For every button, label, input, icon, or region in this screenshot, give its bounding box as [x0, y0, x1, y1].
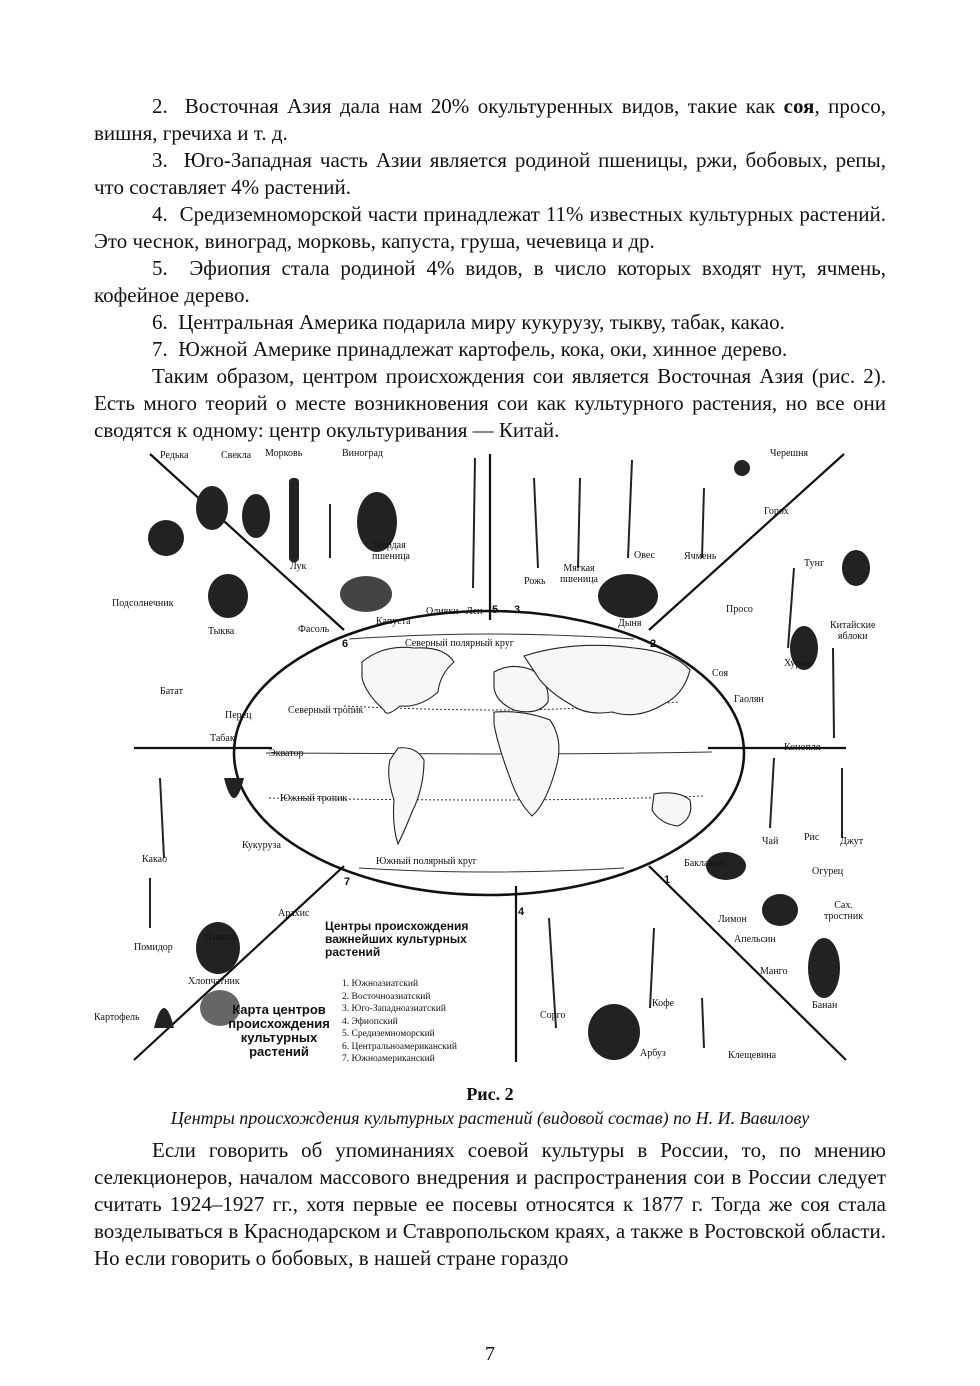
item-number: 6. — [152, 310, 168, 334]
continents — [362, 645, 691, 844]
sector-number: 7 — [344, 876, 351, 888]
corn-shape — [224, 778, 244, 798]
label-tverdaya-pshenitsa: Твердая пшеница — [372, 540, 410, 562]
paragraph-text: Восточная Азия дала нам 20% окультуренных видов, такие как — [184, 94, 784, 118]
item-number: 7. — [152, 337, 168, 361]
label-fasol: Фасоль — [298, 624, 330, 635]
label-kleshchevina: Клещевина — [728, 1050, 777, 1061]
label-podsolnechnik: Подсолнечник — [112, 598, 174, 609]
sector-number: 1 — [664, 874, 671, 886]
carrot-shape — [289, 478, 299, 562]
sector-number: 3 — [514, 604, 521, 616]
label-oves: Овес — [634, 550, 656, 561]
label-perets: Перец — [225, 710, 252, 721]
top-text — [94, 93, 886, 444]
label-kukuruza: Кукуруза — [242, 840, 281, 851]
label-rozh: Рожь — [524, 576, 546, 587]
label-golyan: Гаолян — [734, 694, 764, 705]
label-south-polar: Южный полярный круг — [376, 856, 477, 867]
label-north-tropic: Северный тропик — [288, 705, 364, 716]
label-yachmen: Ячмень — [684, 551, 717, 562]
figure-description: Центры происхождения культурных растений (видовой состав) по Н. И. Вавилову — [170, 1108, 810, 1128]
legend-title: Центры происхождения важнейших культурных растений — [325, 919, 469, 959]
map-title: Карта центров происхождения культурных растений — [228, 1002, 330, 1059]
orange-shape — [762, 894, 798, 926]
equator-line — [266, 752, 712, 754]
bottom-text — [94, 1137, 886, 1272]
label-kofe: Кофе — [652, 998, 675, 1009]
label-sorgo: Сорго — [540, 1010, 566, 1021]
paragraph-conclusion — [94, 363, 886, 444]
paragraph-russia-soy: Если говорить об упоминаниях соевой культуры в России, то, по мнению селекционеров, началом массового внедрения и распространения сои в России следует считать 1924–1927 гг., хотя первые ее посевы относятся к 1877 г. Тогда же соя стала возделываться в Краснодарском и Ставропольском краях, а также в Ростовской области. Но если говорить о бобовых, в нашей стране гораздо — [94, 1138, 886, 1270]
item-number: 2. — [152, 94, 168, 118]
label-kakao: Какао — [142, 854, 168, 865]
label-banan: Банан — [812, 1000, 838, 1011]
label-south-tropic: Южный тропик — [280, 793, 348, 804]
label-khurma: Хурма — [784, 658, 811, 669]
cherry-shape — [734, 460, 750, 476]
label-soya: Соя — [712, 668, 729, 679]
legend-item: 4. Эфиопский — [342, 1016, 398, 1027]
apple-shape — [842, 550, 870, 586]
radish-shape — [196, 486, 228, 530]
label-kitayskie-yabloki: Китайские яблоки — [830, 620, 876, 642]
label-kartofel: Картофель — [94, 1012, 140, 1023]
label-mango: Манго — [760, 966, 788, 977]
label-kapusta: Капуста — [376, 616, 411, 627]
melon-shape — [598, 574, 658, 618]
label-chereshnya: Черешня — [770, 448, 809, 459]
label-north-polar: Северный полярный круг — [405, 638, 514, 649]
label-chay: Чай — [762, 836, 779, 847]
label-sakh-trostnik: Сах. тростник — [824, 900, 864, 922]
label-olivki: Оливки — [426, 606, 459, 617]
label-gorokh: Горох — [764, 506, 789, 517]
mango-shape — [808, 938, 840, 998]
legend-item: 3. Юго-Западноазиатский — [342, 1004, 446, 1014]
sector-number: 5 — [492, 604, 499, 616]
label-ris: Рис — [804, 832, 820, 843]
paragraph-south-america — [94, 336, 886, 363]
bold-term-soya: соя — [783, 94, 815, 118]
paragraph-text: , просо, вишня, гречиха и т. д. — [94, 94, 886, 145]
label-tabak: Табак — [210, 733, 235, 744]
paragraph-text: Средиземноморской части принадлежат 11% известных культурных растений. Это чеснок, виноград, морковь, капуста, груша, чечевица и др. — [94, 202, 886, 253]
label-luk: Лук — [290, 561, 307, 572]
label-myagkaya-pshenitsa: Мягкая пшеница — [560, 563, 598, 585]
page-number: 7 — [485, 1343, 495, 1365]
paragraph-east-asia — [94, 93, 886, 147]
legend-item: 1. Южноазиатский — [342, 979, 419, 989]
south-polar-line — [359, 868, 624, 872]
sector-number: 2 — [650, 638, 657, 650]
label-konoplya: Конопля — [784, 742, 821, 753]
tomato-shape — [208, 574, 248, 618]
figure-caption — [94, 1082, 886, 1130]
label-limon: Лимон — [718, 914, 747, 925]
paragraph-text: Эфиопия стала родиной 4% видов, в число которых входят нут, ячмень, кофейное дерево. — [94, 256, 886, 307]
label-proso: Просо — [726, 604, 753, 615]
beet-shape — [242, 494, 270, 538]
paragraph-text: Таким образом, центром происхождения сои является Восточная Азия (рис. 2). Есть много теорий о месте возникновения сои как культурного растения, но все они сводятся к одному: центр окультуривания — Китай. — [94, 364, 886, 442]
plant-stems — [150, 458, 842, 1048]
label-batat: Батат — [160, 686, 183, 697]
label-apelsin: Апельсин — [734, 934, 776, 945]
label-arakhis: Арахис — [278, 908, 310, 919]
legend-item: 2. Восточноазиатский — [342, 991, 431, 1002]
label-len: Лен — [466, 606, 483, 617]
paragraph-text: Южной Америке принадлежат картофель, кока, оки, хинное дерево. — [178, 337, 788, 361]
sunflower-shape — [148, 520, 184, 556]
pineapple-shape — [196, 922, 240, 974]
legend-list — [342, 978, 457, 1066]
label-tung: Тунг — [804, 558, 825, 569]
legend-item: 5. Средиземноморский — [342, 1029, 435, 1039]
label-vinograd: Виноград — [342, 448, 384, 459]
label-baklazhan: Баклажан — [684, 858, 726, 869]
label-equator: Экватор — [269, 748, 304, 759]
item-number: 5. — [152, 256, 168, 280]
paragraph-text: Центральная Америка подарила миру кукурузу, тыкву, табак, какао. — [178, 310, 785, 334]
paragraph-mediterranean — [94, 201, 886, 255]
label-pomidor: Помидор — [134, 942, 173, 953]
label-dzhut: Джут — [840, 836, 864, 847]
paragraph-ethiopia — [94, 255, 886, 309]
figure-number: Рис. 2 — [466, 1084, 514, 1104]
label-svekla: Свекла — [221, 450, 252, 461]
item-number: 4. — [152, 202, 168, 226]
label-arbuz: Арбуз — [640, 1048, 666, 1059]
label-ananas: Ананас — [205, 932, 237, 943]
label-khlopchatnik: Хлопчатник — [188, 976, 240, 987]
paragraph-text: Юго-Западная часть Азии является родиной пшеницы, ржи, бобовых, репы, что составляет 4% растений. — [94, 148, 886, 199]
legend-item: 6. Центральноамериканский — [342, 1041, 457, 1052]
label-tykva: Тыква — [208, 626, 235, 637]
watermelon-shape — [588, 1004, 640, 1060]
label-redka: Редька — [160, 450, 189, 461]
label-morkov: Морковь — [265, 448, 303, 459]
legend-item: 7. Южноамериканский — [342, 1054, 435, 1064]
potato-shape — [154, 1008, 174, 1028]
paragraph-central-america — [94, 309, 886, 336]
sector-number: 4 — [518, 906, 525, 918]
label-dynya: Дыня — [618, 618, 642, 629]
cabbage-shape — [340, 576, 392, 612]
crop-origin-figure — [94, 448, 886, 1070]
sector-number: 6 — [342, 638, 349, 650]
item-number: 3. — [152, 148, 168, 172]
label-ogurets: Огурец — [812, 866, 844, 877]
paragraph-southwest-asia — [94, 147, 886, 201]
